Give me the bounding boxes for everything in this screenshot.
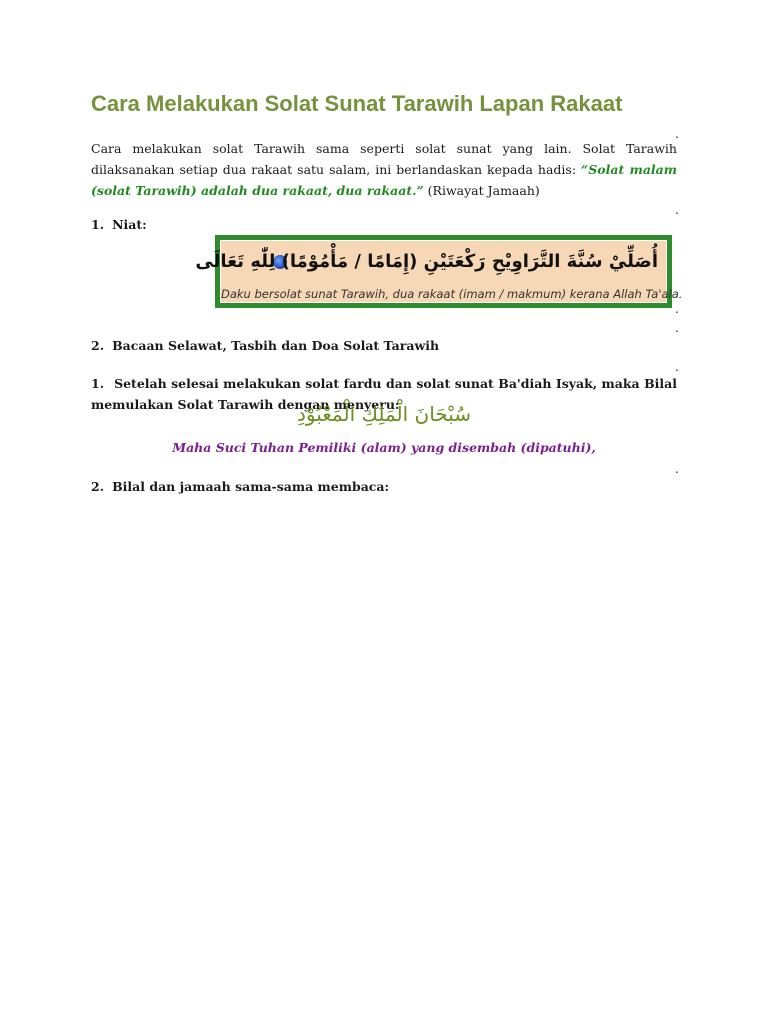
intro-text: Cara melakukan solat Tarawih sama seperti solat sunat yang lain. Solat Tarawih dilaksanakan setiap dua rakaat satu salam, ini berlandaskan kepada hadis:: [91, 141, 677, 177]
step-2-heading: [91, 479, 389, 494]
niat-box: [195, 235, 683, 308]
paragraph-marker: .: [675, 127, 679, 141]
paragraph-marker: .: [675, 462, 679, 476]
section-title: Bacaan Selawat, Tasbih dan Doa Solat Tarawih: [112, 338, 440, 353]
step-number: 1.: [91, 376, 105, 391]
hadith-source: (Riwayat Jamaah): [423, 183, 540, 198]
step-1-text: Setelah selesai melakukan solat fardu dan solat sunat Ba'diah Isyak, maka Bilal memulakan Solat Tarawih dengan menyeru:: [91, 376, 677, 412]
page-title: Cara Melakukan Solat Sunat Tarawih Lapan Rakaat: [91, 91, 623, 116]
tasbih-arabic: سُبْحَانَ الْمَلِكِ الْمَعْبُوْدِ: [296, 402, 472, 426]
section-number: 1.: [91, 217, 105, 232]
tasbih-translation: Maha Suci Tuhan Pemiliki (alam) yang disembah (dipatuhi),: [172, 440, 596, 455]
section-title: Niat:: [112, 217, 147, 232]
paragraph-marker: .: [675, 203, 679, 217]
niat-translation: Daku bersolat sunat Tarawih, dua rakaat (imam / makmum) kerana Allah Ta'ala.: [221, 287, 683, 301]
section-bacaan-heading: [91, 338, 439, 353]
paragraph-marker: .: [675, 302, 679, 316]
hadith-quote: “Solat malam (solat Tarawih) adalah dua rakaat, dua rakaat.”: [91, 162, 677, 198]
section-number: 2.: [91, 338, 105, 353]
step-number: 2.: [91, 479, 105, 494]
intro-paragraph: [91, 138, 677, 201]
step-2-text: Bilal dan jamaah sama-sama membaca:: [112, 479, 390, 494]
niat-box-inner: [195, 240, 683, 303]
paragraph-marker: .: [675, 321, 679, 335]
niat-arabic-text: أُصَلِّيْ سُنَّةَ التَّرَاوِيْحِ رَكْعَتَيْنِ (إِمَامًا / مَأْمُوْمًا) لِلّٰهِ تَعَالَى: [195, 251, 658, 272]
section-niat-heading: [91, 217, 147, 232]
paragraph-marker: .: [675, 360, 679, 374]
